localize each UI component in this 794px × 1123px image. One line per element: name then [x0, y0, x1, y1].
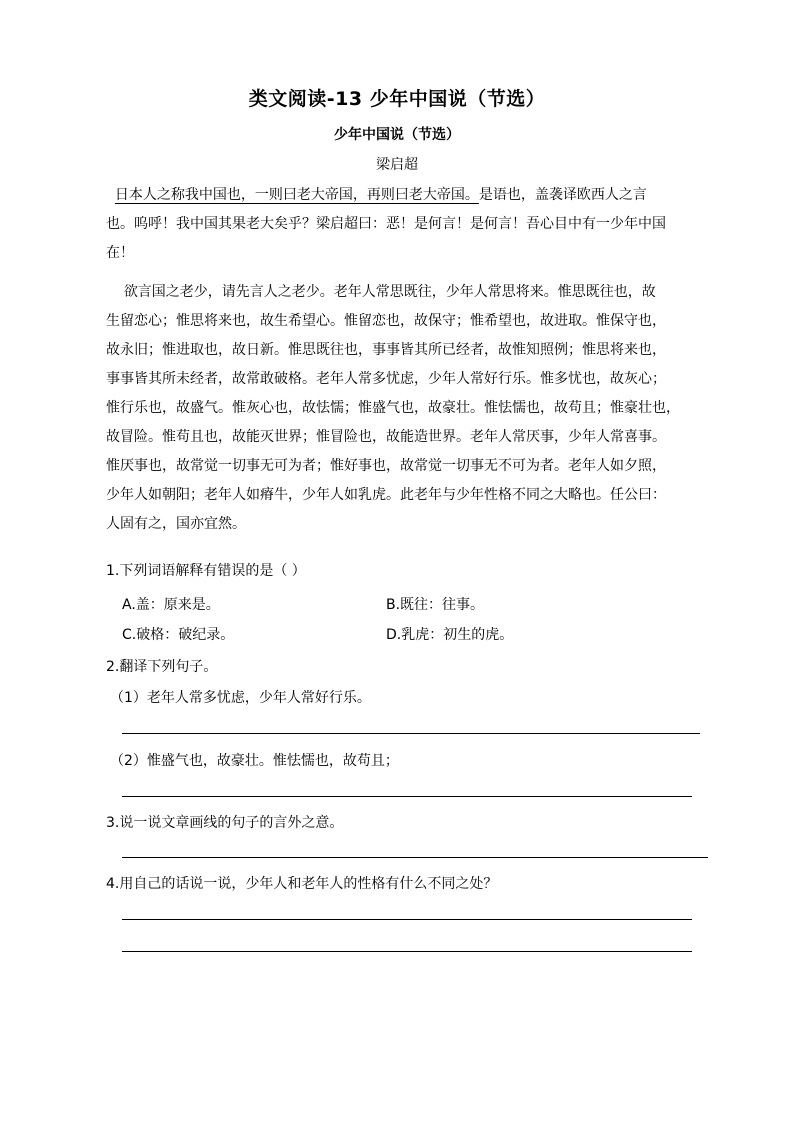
passage-line: 也。呜呼！我中国其果老大矣乎？梁启超曰：恶！是何言！是何言！吾心目中有一少年中国 — [106, 216, 666, 232]
question-1-stem: 1.下列词语解释有错误的是（ ） — [106, 563, 306, 579]
passage-line — [106, 278, 718, 307]
question-2-sentence-2: （2）惟盛气也，故豪壮。惟怯懦也，故苟且； — [110, 753, 399, 769]
passage-line: 人固有之，国亦宜然。 — [106, 516, 246, 532]
question-3-stem: 3.说一说文章画线的句子的言外之意。 — [106, 815, 344, 831]
question-1-option-a[interactable]: A.盖：原来是。 — [122, 597, 220, 613]
answer-line[interactable] — [122, 733, 700, 734]
answer-line[interactable] — [122, 951, 692, 952]
passage-paragraph-2 — [106, 278, 718, 539]
answer-line[interactable] — [122, 919, 692, 920]
passage-text: 是语也，盖袭译欧西人之言 — [478, 187, 647, 203]
passage-line: 惟厌事也，故常觉一切事无可为者；惟好事也，故常觉一切事无不可为者。老年人如夕照， — [106, 458, 666, 474]
question-1-option-c[interactable]: C.破格：破纪录。 — [122, 627, 235, 643]
passage-line: 事事皆其所未经者，故常敢破格。老年人常多忧虑，少年人常好行乐。惟多忧也，故灰心； — [106, 371, 666, 387]
page-title: 类文阅读-13 少年中国说（节选） — [248, 88, 546, 110]
passage-title: 少年中国说（节选） — [334, 127, 460, 143]
answer-line[interactable] — [122, 796, 692, 797]
passage-author: 梁启超 — [376, 157, 418, 173]
answer-line[interactable] — [122, 857, 708, 858]
passage-paragraph-1 — [106, 181, 718, 268]
passage-line: 故冒险。惟苟且也，故能灭世界；惟冒险也，故能造世界。老年人常厌事，少年人常喜事。 — [106, 429, 666, 445]
question-1-option-d[interactable]: D.乳虎：初生的虎。 — [386, 627, 514, 643]
question-2-sentence-1: （1）老年人常多忧虑，少年人常好行乐。 — [110, 690, 371, 706]
question-2-stem: 2.翻译下列句子。 — [106, 659, 218, 675]
passage-line: 少年人如朝阳；老年人如瘠牛，少年人如乳虎。此老年与少年性格不同之大略也。任公曰： — [106, 487, 666, 503]
passage-line: 在！ — [106, 245, 134, 261]
passage-line — [106, 181, 718, 210]
passage-line: 惟行乐也，故盛气。惟灰心也，故怯懦；惟盛气也，故豪壮。惟怯懦也，故苟且；惟豪壮也， — [106, 400, 680, 416]
passage-text: 欲言国之老少，请先言人之老少。老年人常思既往，少年人常思将来。惟思既往也，故 — [123, 284, 656, 300]
passage-line: 生留恋心；惟思将来也，故生希望心。惟留恋也，故保守；惟希望也，故进取。惟保守也， — [106, 313, 666, 329]
question-1-option-b[interactable]: B.既往：往事。 — [386, 597, 485, 613]
question-4-stem: 4.用自己的话说一说，少年人和老年人的性格有什么不同之处？ — [106, 876, 498, 892]
passage-line: 故永旧；惟进取也，故日新。惟思既往也，事事皆其所已经者，故惟知照例；惟思将来也， — [106, 342, 666, 358]
underlined-sentence: 日本人之称我中国也，一则曰老大帝国，再则曰老大帝国。 — [114, 187, 479, 203]
